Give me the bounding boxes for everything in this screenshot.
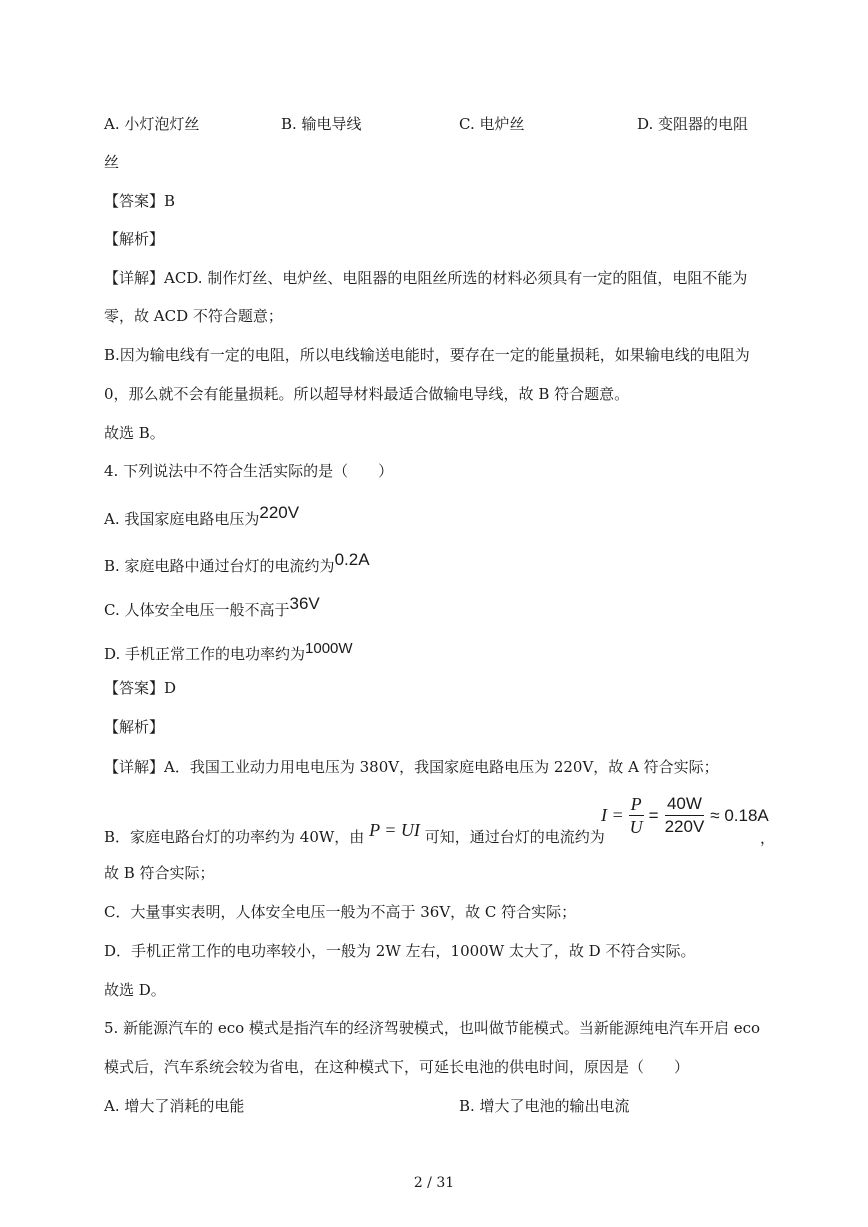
fraction-numerator: 40W <box>665 794 704 816</box>
q4-option-a-text: A. 我国家庭电路电压为 <box>104 510 260 528</box>
q4-detail-b-formula: P = UI <box>369 820 420 840</box>
q4-option-b-text: B. 家庭电路中通过台灯的电流约为 <box>104 557 335 575</box>
q5-option-a: A. 增大了消耗的电能 <box>104 1097 245 1115</box>
q4-current-formula <box>601 794 769 837</box>
q4-option-d <box>104 640 353 665</box>
q4-option-c <box>104 594 320 620</box>
q4-option-c-text: C. 人体安全电压一般不高于 <box>104 601 290 619</box>
q5-stem-line-2: 模式后，汽车系统会较为省电，在这种模式下，可延长电池的供电时间，原因是（ ） <box>104 1058 690 1076</box>
q4-option-a-math: 220V <box>259 503 300 522</box>
formula-lhs: I = <box>601 805 624 825</box>
q3-option-b: B. 输电导线 <box>281 115 362 133</box>
q4-option-a <box>104 503 300 529</box>
q4-detail-c: C．大量事实表明，人体安全电压一般为不高于 36V，故 C 符合实际； <box>104 903 577 921</box>
q3-detail-line-1: 【详解】ACD. 制作灯丝、电炉丝、电阻器的电阻丝所选的材料必须具有一定的阻值，电阻不能为 <box>104 269 748 287</box>
fraction-denominator: U <box>629 817 643 837</box>
q3-detail-line-4: 0，那么就不会有能量损耗。所以超导材料最适合做输电导线，故 B 符合题意。 <box>104 385 630 403</box>
q4-detail-b-part1: B．家庭电路台灯的功率约为 40W，由 <box>104 828 365 846</box>
q5-stem-line-1: 5. 新能源汽车的 eco 模式是指汽车的经济驾驶模式，也叫做节能模式。当新能源纯电汽车开启 eco <box>104 1019 761 1037</box>
q3-analysis-label: 【解析】 <box>104 230 165 248</box>
fraction-p-over-u <box>628 794 645 837</box>
q3-option-c: C. 电炉丝 <box>459 115 525 133</box>
fraction-denominator: 220V <box>664 817 705 836</box>
q5-option-b: B. 增大了电池的输出电流 <box>459 1097 630 1115</box>
q4-detail-b <box>104 820 605 847</box>
fraction-power-over-voltage <box>663 794 707 837</box>
fraction-numerator: P <box>630 794 642 814</box>
q4-stem: 4. 下列说法中不符合生活实际的是（ ） <box>104 462 394 480</box>
q4-option-c-math: 36V <box>289 594 320 613</box>
q4-detail-d: D．手机正常工作的电功率较小，一般为 2W 左右，1000W 太大了，故 D 不符合实际。 <box>104 942 696 960</box>
q4-detail-a: 【详解】A．我国工业动力用电电压为 380V，我国家庭电路电压为 220V，故 A 符合实际； <box>104 758 719 776</box>
q4-option-d-math: 1000W <box>305 640 353 657</box>
q4-analysis-label: 【解析】 <box>104 718 165 736</box>
q4-detail-b-part2: 可知，通过台灯的电流约为 <box>424 828 605 846</box>
q3-option-a: A. 小灯泡灯丝 <box>104 115 200 133</box>
formula-tail-comma: ， <box>760 829 776 847</box>
formula-equals: = <box>648 805 659 825</box>
q3-option-d-continued: 丝 <box>104 153 120 171</box>
q3-detail-line-2: 零，故 ACD 不符合题意； <box>104 307 283 325</box>
page-number: 2 / 31 <box>413 1175 455 1191</box>
q4-conclusion: 故选 D。 <box>104 981 166 999</box>
q4-answer: 【答案】D <box>104 679 177 697</box>
q3-conclusion: 故选 B。 <box>104 424 165 442</box>
formula-result: ≈ 0.18A <box>710 805 769 825</box>
q3-detail-line-3: B.因为输电线有一定的电阻，所以电线输送电能时，要存在一定的能量损耗，如果输电线的电阻为 <box>104 346 750 364</box>
q4-option-b-math: 0.2A <box>334 550 370 569</box>
q4-detail-b-continued: 故 B 符合实际； <box>104 864 215 882</box>
q3-option-d: D. 变阻器的电阻 <box>637 115 749 133</box>
q4-option-d-text: D. 手机正常工作的电功率约为 <box>104 645 306 663</box>
q4-option-b <box>104 550 370 576</box>
q3-answer: 【答案】B <box>104 192 176 210</box>
